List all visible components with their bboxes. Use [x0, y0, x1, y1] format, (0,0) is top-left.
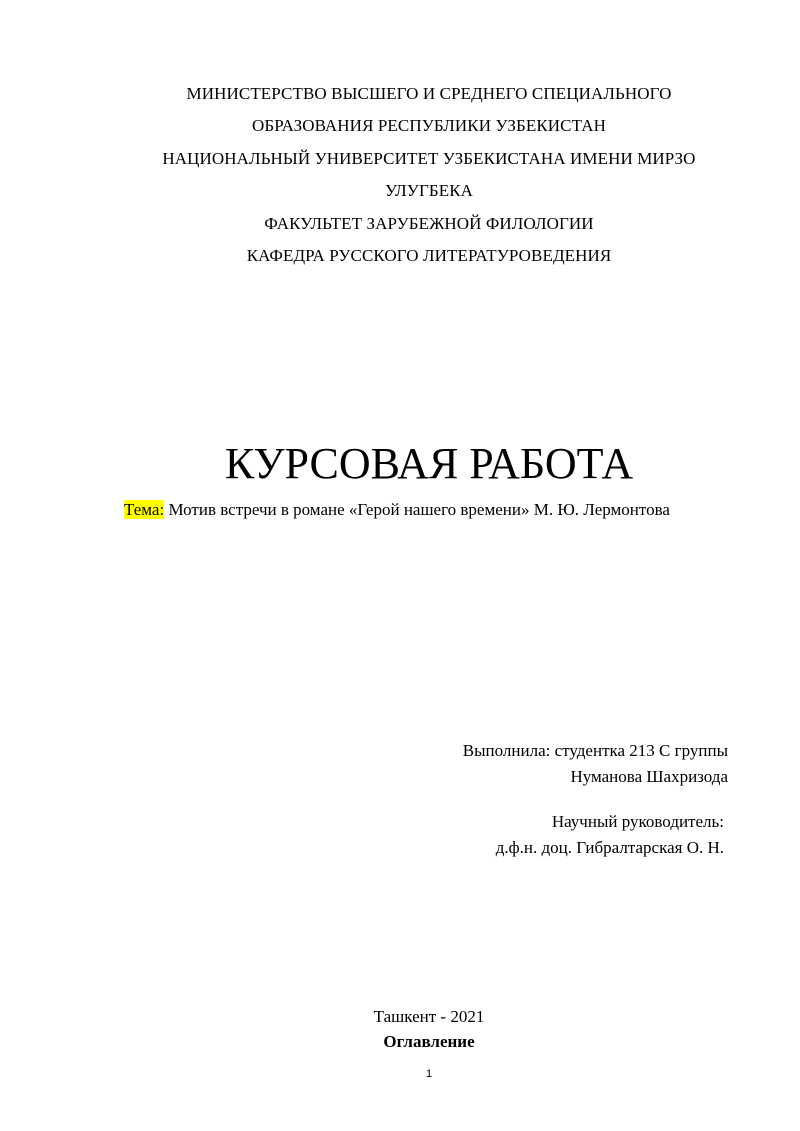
document-title: КУРСОВАЯ РАБОТА	[224, 439, 634, 488]
page-number: 1	[425, 1068, 433, 1080]
header-line-ministry-2: ОБРАЗОВАНИЯ РЕСПУБЛИКИ УЗБЕКИСТАН	[252, 116, 606, 136]
supervisor-line-name: д.ф.н. доц. Гибралтарская О. Н.	[495, 838, 724, 857]
supervisor-block	[496, 809, 724, 861]
header-line-university-2: УЛУГБЕКА	[384, 181, 474, 201]
header-line-faculty: ФАКУЛЬТЕТ ЗАРУБЕЖНОЙ ФИЛОЛОГИИ	[264, 213, 594, 233]
toc-heading: Оглавление	[383, 1032, 475, 1051]
topic-line	[124, 498, 670, 522]
city-year: Ташкент - 2021	[373, 1007, 485, 1026]
header-line-department: КАФЕДРА РУССКОГО ЛИТЕРАТУРОВЕДЕНИЯ	[246, 246, 612, 266]
author-line-role: Выполнила: студентка 213 С группы	[462, 741, 728, 760]
topic-text: Мотив встречи в романе «Герой нашего времени» М. Ю. Лермонтова	[164, 500, 670, 519]
author-line-name: Нуманова Шахризода	[570, 767, 728, 786]
header-line-ministry-1: МИНИСТЕРСТВО ВЫСШЕГО И СРЕДНЕГО СПЕЦИАЛЬНОГО	[186, 84, 672, 103]
topic-label: Тема:	[124, 500, 165, 519]
institution-header	[0, 78, 800, 272]
author-block	[463, 738, 728, 790]
supervisor-line-role: Научный руководитель:	[551, 812, 724, 831]
header-line-university-1: НАЦИОНАЛЬНЫЙ УНИВЕРСИТЕТ УЗБЕКИСТАНА ИМЕНИ МИРЗО	[162, 148, 696, 168]
